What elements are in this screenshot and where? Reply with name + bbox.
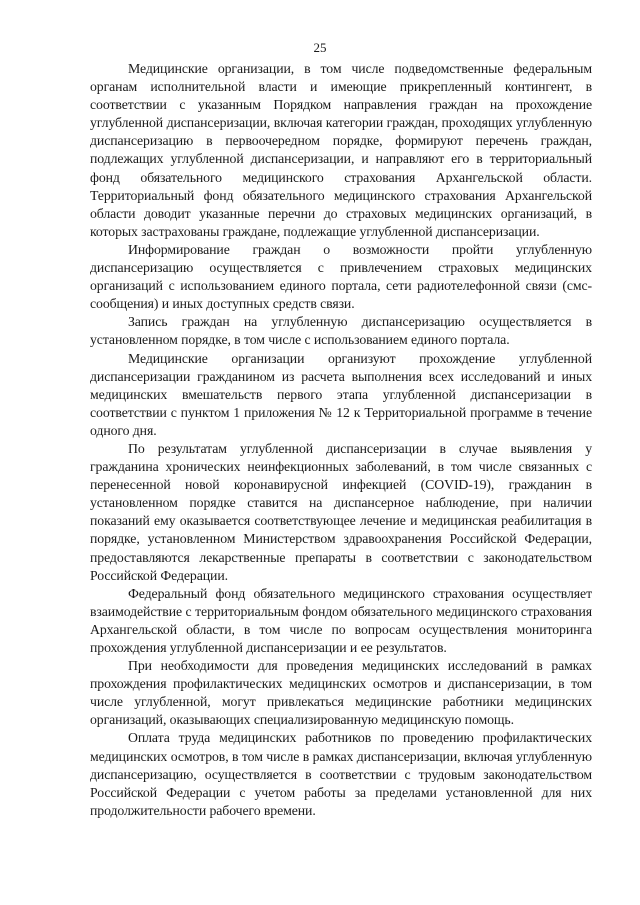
page-number: 25: [313, 40, 327, 55]
document-body: [90, 60, 592, 820]
paragraph-federal-fund-interaction: Федеральный фонд обязательного медицинского страхования осуществляет взаимодействие с территориальным фондом обязательного медицинского страхования Архангельской области, в том числе по вопросам осуществления мониторинга прохождения углубленной диспансеризации и ее результатов.: [90, 585, 592, 655]
paragraph-citizen-informing: Информирование граждан о возможности пройти углубленную диспансеризацию осуществляется с привлечением страховых медицинских организаций с использованием единого портала, сети радиотелефонной связи (смс-сообщения) и иных доступных средств связи.: [90, 241, 592, 312]
paragraph-appointment-booking: Запись граждан на углубленную диспансеризацию осуществляется в установленном порядке, в том числе с использованием единого портала.: [90, 314, 592, 348]
paragraph-results-follow-up: По результатам углубленной диспансеризации в случае выявления у гражданина хронических неинфекционных заболеваний, в том числе связанных с перенесенной новой коронавирусной инфекцией (COVID-19), гражданин в установленном порядке ставится на диспансерное наблюдение, при наличии показаний ему оказывается соответствующее лечение и медицинская реабилитация в порядке, установленном Министерством здравоохранения Российской Федерации, предоставляются лекарственные препараты в соответствии с законодательством Российской Федерации.: [90, 440, 592, 583]
paragraph-referral-lists: Медицинские организации, в том числе подведомственные федеральным органам исполнительной власти и имеющие прикрепленный контингент, в соответствии с указанным Порядком направления граждан на прохождение углубленной диспансеризации, включая категории граждан, проходящих углубленную диспансеризацию в первоочередном порядке, формируют перечень граждан, подлежащих углубленной диспансеризации, и направляют его в территориальный фонд обязательного медицинского страхования Архангельской области. Территориальный фонд обязательного медицинского страхования Архангельской области доводит указанные перечни до страховых медицинских организаций, в которых застрахованы граждане, подлежащие углубленной диспансеризации.: [90, 61, 592, 239]
paragraph-specialist-involvement: При необходимости для проведения медицинских исследований в рамках прохождения профилактических медицинских осмотров и диспансеризации, в том числе углубленной, могут привлекаться медицинские работники медицинских организаций, оказывающих специализированную медицинскую помощь.: [90, 658, 592, 728]
paragraph-staff-remuneration: Оплата труда медицинских работников по проведению профилактических медицинских осмотров, в том числе в рамках диспансеризации, включая углубленную диспансеризацию, осуществляется в соответствии с трудовым законодательством Российской Федерации с учетом работы за пределами установленной для них продолжительности рабочего времени.: [90, 730, 592, 818]
paragraph-one-day-examination: Медицинские организации организуют прохождение углубленной диспансеризации гражданином из расчета выполнения всех исследований и иных медицинских вмешательств первого этапа углубленной диспансеризации в соответствии с пунктом 1 приложения № 12 к Территориальной программе в течение одного дня.: [90, 350, 592, 438]
